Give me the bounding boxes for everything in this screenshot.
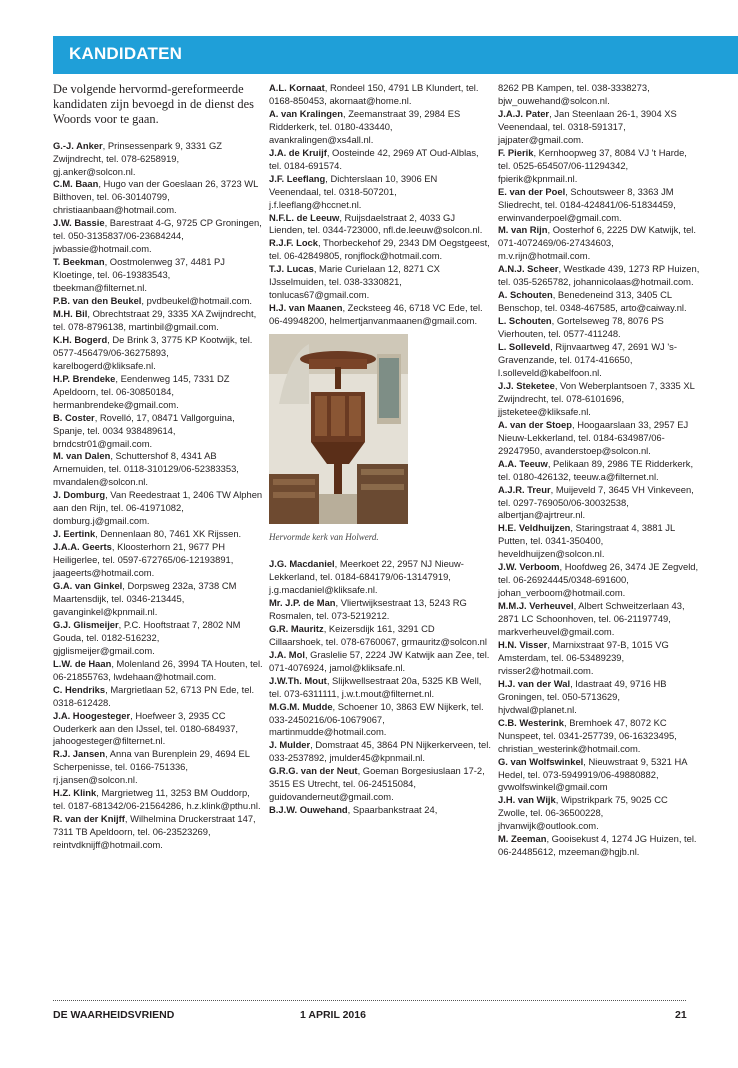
- candidate-name: A.A. Teeuw: [498, 457, 548, 469]
- candidate-details: , Oosterhof 6, 2225 DW Katwijk, tel. 071-4072469/06-27434603, m.v.rijn@hotmail.com.: [498, 224, 696, 262]
- candidate-details: , P.C. Hooftstraat 7, 2802 NM Gouda, tel. 0182-516232, gjglismeijer@gmail.com.: [53, 618, 241, 656]
- candidate-details: , Von Weberplantsoen 7, 3335 XL Zwijndrecht, tel. 078-6101696, jjsteketee@kliksafe.nl.: [498, 379, 695, 417]
- candidate-entry: [498, 458, 700, 484]
- candidate-entry: [53, 541, 263, 580]
- candidate-name: C.B. Westerink: [498, 716, 564, 728]
- candidate-name: J.F. Leeflang: [269, 172, 326, 184]
- candidate-entry: [269, 302, 491, 328]
- candidate-name: J.W.Th. Mout: [269, 674, 327, 686]
- candidate-details: , pvdbeukel@hotmail.com.: [141, 295, 253, 307]
- candidate-details: , Dorpsweg 232a, 3738 CM Maartensdijk, tel. 0346-213445, gavanginkel@kpnmail.nl.: [53, 580, 237, 617]
- candidate-name: G.R. Mauritz: [269, 622, 324, 634]
- candidate-details: , Oostmolenweg 37, 4481 PJ Kloetinge, tel. 06-19383543, tbeekman@filternet.nl.: [53, 256, 225, 294]
- candidate-details: , Eendenweg 145, 7331 DZ Apeldoorn, tel. 06-30850184, hermanbrendeke@gmail.com.: [53, 372, 230, 410]
- candidate-entry: [498, 678, 700, 717]
- candidate-details: , Schoener 10, 3863 EW Nijkerk, tel. 033-2450216/06-10679067, martinmudde@hotmail.com.: [269, 700, 484, 738]
- candidate-name: H.J. van Maanen: [269, 302, 343, 314]
- column-1: [53, 82, 263, 852]
- candidate-details: , Kloosterhorn 21, 9677 PH Heiligerlee, tel. 0597-672765/06-12193891, jaageerts@hotmail.com.: [53, 541, 234, 579]
- candidate-details: , Jan Steenlaan 26-1, 3904 XS Veenendaal, tel. 0318-591317, jajpater@gmail.com.: [498, 107, 677, 145]
- candidate-name: J.A. Hoogesteger: [53, 709, 131, 721]
- candidate-entry: [269, 675, 491, 701]
- candidate-entry: [53, 684, 263, 710]
- candidate-name: R.J.F. Lock: [269, 237, 318, 249]
- section-title: KANDIDATEN: [69, 44, 183, 63]
- candidate-entry: [269, 237, 491, 263]
- candidate-details: , De Brink 3, 3775 KP Kootwijk, tel. 0577-456479/06-36275893, karelbogerd@kliksafe.nl.: [53, 333, 253, 371]
- candidate-details: , Hoogaarslaan 33, 2957 EJ Nieuw-Lekkerland, tel. 0184-634987/06-29247950, avanderstoep@solcon.nl.: [498, 418, 689, 456]
- candidate-entry: [53, 658, 263, 684]
- candidate-entry: [498, 794, 700, 833]
- candidate-name: J.A. de Kruijf: [269, 146, 327, 158]
- candidate-name: P.B. van den Beukel: [53, 295, 142, 307]
- candidate-name: G.R.G. van der Neut: [269, 765, 358, 777]
- candidate-name: J. Mulder: [269, 739, 311, 751]
- candidate-details: , Kernhoopweg 37, 8084 VJ 't Harde, tel. 0525-654507/06-11294342, fpierik@kpnmail.nl.: [498, 146, 687, 184]
- candidate-name: C.M. Baan: [53, 178, 99, 190]
- candidate-details: , Marie Curielaan 12, 8271 CX IJsselmuiden, tel. 038-3330821, tonlucas67@gmail.com.: [269, 263, 440, 301]
- candidate-entry: [498, 147, 700, 186]
- candidate-details: , Bremhoek 47, 8072 KC Nunspeet, tel. 0341-257739, 06-16323495, christian_westerink@hotmail.com.: [498, 716, 677, 754]
- candidate-entry: [498, 600, 700, 639]
- candidate-entry: [269, 765, 491, 804]
- candidate-name: G.J. Glismeijer: [53, 618, 119, 630]
- candidate-details: , Gortelseweg 78, 8076 PS Vierhouten, tel. 0577-411248.: [498, 315, 664, 340]
- candidate-name: E. van der Poel: [498, 185, 566, 197]
- candidate-entry: [53, 308, 263, 334]
- candidate-details: , Margrietweg 11, 3253 BM Ouddorp, tel. 0187-681342/06-21564286, h.z.klink@pthu.nl.: [53, 787, 261, 812]
- candidate-entry: [53, 580, 263, 619]
- candidate-entry: [498, 561, 700, 600]
- candidate-entry: [269, 263, 491, 302]
- candidate-details: , Molenland 26, 3994 TA Houten, tel. 06-21855763, lwdehaan@hotmail.com.: [53, 657, 263, 682]
- candidate-name: R. van der Knijff: [53, 813, 125, 825]
- candidate-details: , Keizersdijk 161, 3291 CD Cillaarshoek, tel. 078-6760067, grmauritz@solcon.nl: [269, 622, 487, 647]
- candidate-details: , Zeemanstraat 39, 2984 ES Ridderkerk, tel. 0180-433440, avankralingen@xs4all.nl.: [269, 107, 461, 145]
- candidate-details: , Schoutsweer 8, 3363 JM Sliedrecht, tel. 0184-424841/06-51834459, erwinvanderpoel@gmail.com.: [498, 185, 676, 223]
- candidate-entry: [498, 263, 700, 289]
- column-2: [269, 82, 491, 817]
- candidate-details: , Prinsessenpark 9, 3331 GZ Zwijndrecht, tel. 078-6258919, gj.anker@solcon.nl.: [53, 139, 223, 177]
- candidate-details: , Obrechtstraat 29, 3335 XA Zwijndrecht, tel. 078-8796138, martinbil@gmail.com.: [53, 308, 257, 332]
- candidate-entry: [53, 217, 263, 256]
- candidate-details: , Dennenlaan 80, 7461 XK Rijssen.: [95, 528, 242, 540]
- candidate-entry: [269, 649, 491, 675]
- candidate-entry: [498, 484, 700, 523]
- candidate-name: J. Domburg: [53, 489, 106, 501]
- candidate-name: Mr. J.P. de Man: [269, 596, 336, 608]
- candidate-details: , Muijeveld 7, 3645 VH Vinkeveen, tel. 0297-769050/06-30032538, albertjan@ajrtreur.nl.: [498, 483, 694, 521]
- candidate-name: A.N.J. Scheer: [498, 263, 559, 275]
- candidate-name: G. van Wolfswinkel: [498, 755, 584, 767]
- candidate-details: , Goeman Borgesiuslaan 17-2, 3515 ES Utrecht, tel. 06-24515084, guidovanderneut@gmail.com.: [269, 765, 485, 803]
- candidate-details: , Rondeel 150, 4791 LB Klundert, tel. 0168-850453, akornaat@home.nl.: [269, 82, 479, 106]
- candidate-details: , Benedeneind 313, 3405 CL Benschop, tel. 0348-467585, arto@caiway.nl.: [498, 289, 687, 314]
- candidate-entry: [269, 597, 491, 623]
- candidate-entry: [53, 140, 263, 179]
- candidate-name: M. Zeeman: [498, 833, 547, 845]
- candidate-name: J.A.J. Pater: [498, 107, 550, 119]
- candidate-entry: [269, 804, 491, 817]
- candidate-name: B. Coster: [53, 411, 95, 423]
- candidate-details: , Westkade 439, 1273 RP Huizen, tel. 035-5265782, johannicolaas@hotmail.com.: [498, 263, 700, 288]
- candidate-details: , Wilhelmina Druckerstraat 147, 7311 TB Apeldoorn, tel. 06-23523269, reintvdknijff@hotmail.com.: [53, 813, 256, 851]
- candidate-details: , Domstraat 45, 3864 PN Nijkerkerveen, tel. 033-2537892, jmulder45@kpnmail.nl.: [269, 739, 491, 764]
- candidate-details: , Schuttershof 8, 4341 AB Arnemuiden, tel. 0118-310129/06-52383353, mvandalen@solcon.nl.: [53, 450, 239, 488]
- candidate-details: , Barestraat 4-G, 9725 CP Groningen, tel. 050-3135837/06-23684244, jwbassie@hotmail.com.: [53, 217, 262, 255]
- candidate-details: , Anna van Burenplein 29, 4694 EL Scherpenisse, tel. 0166-751336, rj.jansen@solcon.nl.: [53, 748, 250, 786]
- candidate-entry: [53, 450, 263, 489]
- candidate-details: , Staringstraat 4, 3881 JL Putten, tel. 0341-350400, heveldhuijzen@solcon.nl.: [498, 522, 675, 560]
- candidate-entry: [53, 178, 263, 217]
- candidate-name: R.J. Jansen: [53, 748, 106, 760]
- candidate-entry: [53, 489, 263, 528]
- candidate-name: A.L. Kornaat: [269, 82, 325, 93]
- candidate-name: J.W. Bassie: [53, 217, 105, 229]
- candidate-name: L. Solleveld: [498, 341, 551, 353]
- footer-magazine-name: DE WAARHEIDSVRIEND: [53, 1009, 175, 1021]
- candidate-name: G.-J. Anker: [53, 139, 103, 151]
- candidate-name: J.W. Verboom: [498, 561, 560, 573]
- candidate-entry: [498, 289, 700, 315]
- church-pulpit-image: [269, 334, 408, 524]
- candidate-name: J.A.A. Geerts: [53, 541, 112, 553]
- candidate-details: , Idastraat 49, 9716 HB Groningen, tel. 050-5713629, hjvdwal@planet.nl.: [498, 677, 667, 715]
- candidate-entry: [53, 710, 263, 749]
- candidate-name: T. Beekman: [53, 256, 105, 268]
- candidate-entry: [53, 619, 263, 658]
- candidate-entry: [498, 186, 700, 225]
- candidate-name: F. Pierik: [498, 146, 534, 158]
- candidate-name: H.E. Veldhuijzen: [498, 522, 571, 534]
- candidate-name: A. van der Stoep: [498, 418, 572, 430]
- candidate-entry: [498, 833, 700, 859]
- candidate-entry: [498, 315, 700, 341]
- candidate-name: M.H. Bil: [53, 308, 88, 319]
- candidate-name: B.J.W. Ouwehand: [269, 804, 348, 816]
- candidate-entry: [53, 412, 263, 451]
- candidate-details: , Van Reedestraat 1, 2406 TW Alphen aan den Rijn, tel. 06-41971082, domburg.j@gmail.com.: [53, 489, 263, 527]
- candidate-details: , Margrietlaan 52, 6713 PN Ede, tel. 0318-612428.: [53, 683, 255, 708]
- candidate-entry: [269, 108, 491, 147]
- candidate-name: J.A. Mol: [269, 648, 305, 660]
- candidate-entry: [269, 212, 491, 238]
- candidate-name: C. Hendriks: [53, 683, 106, 695]
- candidate-details: 8262 PB Kampen, tel. 038-3338273, bjw_ouwehand@solcon.nl.: [498, 82, 650, 106]
- candidate-details: , Slijkwellsestraat 20a, 5325 KB Well, tel. 073-6311111, j.w.t.mout@filternet.nl.: [269, 674, 482, 699]
- church-pulpit-photo: [269, 334, 408, 524]
- candidate-entry: [498, 522, 700, 561]
- candidate-details: , Nieuwstraat 9, 5321 HA Hedel, tel. 073-5949919/06-49880882, gvwolfswinkel@gmail.com: [498, 755, 687, 793]
- column-3: [498, 82, 700, 859]
- candidate-name: M. van Rijn: [498, 224, 548, 236]
- candidate-entry: [269, 623, 491, 649]
- candidate-name: H.Z. Klink: [53, 787, 97, 799]
- candidate-details: , Ruijsdaelstraat 2, 4033 GJ Lienden, tel. 0344-723000, nfl.de.leeuw@solcon.nl.: [269, 211, 483, 236]
- candidate-entry: [53, 813, 263, 852]
- candidate-name: L.W. de Haan: [53, 657, 112, 669]
- candidate-details: , Dichterslaan 10, 3906 EN Veenendaal, tel. 0318-507201, j.f.leeflang@hccnet.nl.: [269, 172, 438, 210]
- candidate-name: A. van Kralingen: [269, 107, 343, 119]
- candidate-name: N.F.L. de Leeuw: [269, 211, 340, 223]
- candidate-entry: [53, 256, 263, 295]
- candidate-details: , Meerkoet 22, 2957 NJ Nieuw-Lekkerland, tel. 0184-684179/06-13147919, j.g.macdaniel@kliksafe.nl.: [269, 558, 464, 595]
- candidate-entry: [53, 748, 263, 787]
- candidate-details: , Graslelie 57, 2224 JW Katwijk aan Zee, tel. 071-4076924, jamol@kliksafe.nl.: [269, 648, 490, 673]
- candidate-details: , Zecksteeg 46, 6718 VC Ede, tel. 06-49948200, helmertjanvanmaanen@gmail.com.: [269, 302, 483, 327]
- candidate-name: L. Schouten: [498, 315, 552, 327]
- intro-text: De volgende hervormd-gereformeerde kandidaten zijn bevoegd in de dienst des Woords voor te gaan.: [53, 82, 254, 127]
- candidate-details: , Gooisekust 4, 1274 JG Huizen, tel. 06-24485612, mzeeman@hgjb.nl.: [498, 833, 697, 858]
- candidate-entry: [498, 82, 700, 108]
- candidate-details: , Rijnvaartweg 47, 2691 WJ 's-Gravenzande, tel. 0174-416650, l.solleveld@kabelfoon.nl.: [498, 341, 677, 378]
- candidate-name: H.P. Brendeke: [53, 372, 116, 384]
- candidate-name: A. Schouten: [498, 289, 553, 301]
- candidate-entry: [53, 528, 263, 541]
- candidate-details: , Wipstrikpark 75, 9025 CC Zwolle, tel. 06-36500228, jhvanwijk@outlook.com.: [498, 794, 668, 832]
- candidate-entry: [269, 739, 491, 765]
- section-banner: [53, 36, 738, 74]
- candidate-entry: [498, 419, 700, 458]
- candidate-details: , Vliertwijksestraat 13, 5243 RG Rosmalen, tel. 073-5219212.: [269, 596, 467, 621]
- candidate-entry: [498, 380, 700, 419]
- candidate-details: , Pelikaan 89, 2986 TE Ridderkerk, tel. 0180-426132, teeuw.a@filternet.nl.: [498, 457, 694, 482]
- candidate-entry: [498, 341, 700, 380]
- candidate-name: M. van Dalen: [53, 450, 111, 462]
- entry-list: [269, 82, 491, 328]
- candidate-entry: [498, 639, 700, 678]
- candidate-entry: [53, 295, 263, 308]
- candidate-details: , Thorbeckehof 29, 2343 DM Oegstgeest, tel. 06-42849805, ronjflock@hotmail.com.: [269, 237, 490, 262]
- candidate-entry: [53, 787, 263, 813]
- candidate-entry: [269, 82, 491, 108]
- footer-date: 1 APRIL 2016: [300, 1009, 366, 1021]
- candidate-name: J. Eertink: [53, 528, 96, 540]
- candidate-entry: [269, 173, 491, 212]
- candidate-details: , Oosteinde 42, 2969 AT Oud-Alblas, tel. 0184-691574.: [269, 146, 479, 171]
- candidate-entry: [498, 717, 700, 756]
- candidate-name: G.A. van Ginkel: [53, 580, 123, 592]
- candidate-entry: [498, 108, 700, 147]
- candidate-details: , Rovelló, 17, 08471 Vallgorguina, Spanje, tel. 0034 938489614, brndcstr01@gmail.com.: [53, 411, 235, 449]
- candidate-name: H.N. Visser: [498, 638, 548, 650]
- candidate-entry: [269, 558, 491, 597]
- footer-page-number: 21: [675, 1009, 687, 1021]
- candidate-details: , Hugo van der Goeslaan 26, 3723 WL Bilthoven, tel. 06-30140799, christiaanbaan@hotmail.com.: [53, 178, 258, 216]
- candidate-entry: [53, 334, 263, 373]
- candidate-name: A.J.R. Treur: [498, 483, 551, 495]
- candidate-details: , Spaarbankstraat 24,: [347, 804, 438, 816]
- candidate-entry: [498, 756, 700, 795]
- photo-caption: Hervormde kerk van Holwerd.: [269, 532, 379, 543]
- entry-list: [498, 82, 700, 859]
- candidate-entry: [498, 224, 700, 263]
- entry-list: [53, 140, 263, 852]
- candidate-name: M.G.M. Mudde: [269, 700, 333, 712]
- footer-divider: [53, 1000, 686, 1001]
- candidate-details: , Albert Schweitzerlaan 43, 2871 LC Schoonhoven, tel. 06-21197749, markverheuvel@gmail.com.: [498, 600, 685, 638]
- candidate-name: M.M.J. Verheuvel: [498, 600, 574, 612]
- candidate-name: J.G. Macdaniel: [269, 558, 335, 570]
- candidate-entry: [269, 147, 491, 173]
- candidate-entry: [53, 373, 263, 412]
- candidate-details: , Hoofdweg 26, 3474 JE Zegveld, tel. 06-26924445/0348-691600, johan_verboom@hotmail.com.: [498, 561, 699, 599]
- candidate-name: J.J. Steketee: [498, 379, 555, 391]
- candidate-details: , Hoefweer 3, 2935 CC Ouderkerk aan den IJssel, tel. 0180-684937, jahoogesteger@filternet.nl.: [53, 709, 239, 747]
- entry-list: [269, 558, 491, 817]
- candidate-entry: [269, 701, 491, 740]
- candidate-name: H.J. van der Wal: [498, 677, 571, 689]
- candidate-name: J.H. van Wijk: [498, 794, 556, 806]
- candidate-name: K.H. Bogerd: [53, 333, 108, 345]
- candidate-details: , Marnixstraat 97-B, 1015 VG Amsterdam, tel. 06-53489239, rvisser2@hotmail.com.: [498, 638, 669, 676]
- candidate-name: T.J. Lucas: [269, 263, 314, 275]
